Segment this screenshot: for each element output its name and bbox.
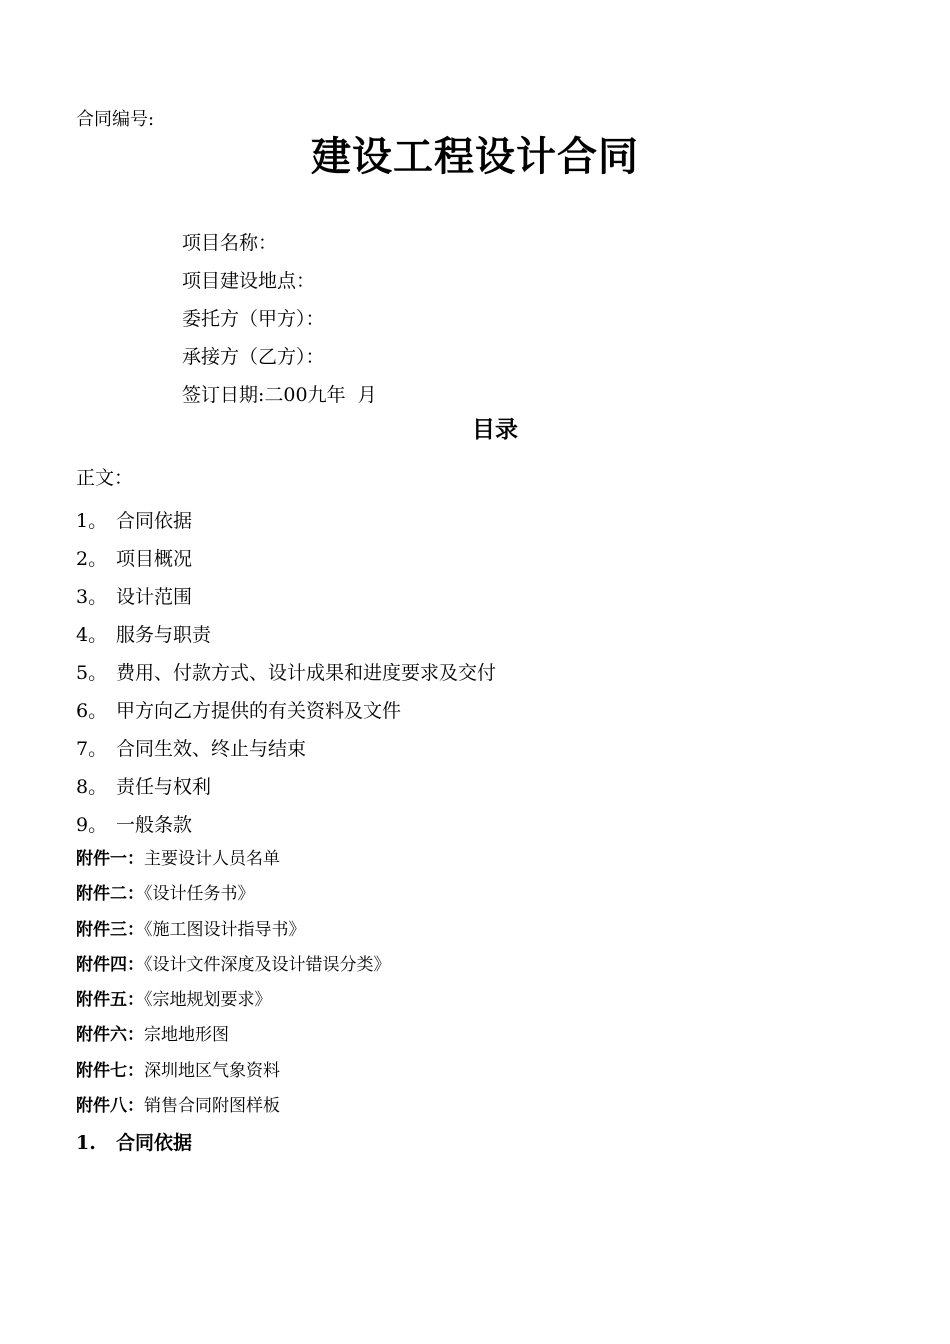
- toc-item-text: 甲方向乙方提供的有关资料及文件: [116, 700, 402, 722]
- toc-item-text: 一般条款: [116, 814, 193, 836]
- annex-list: [76, 842, 391, 1124]
- toc-item-number: 7。: [76, 738, 108, 760]
- toc-item: [76, 654, 496, 692]
- toc-item-number: 2。: [76, 548, 108, 570]
- annex-item: [76, 1089, 391, 1124]
- annex-label: 附件三：: [76, 919, 144, 940]
- toc-item: [76, 730, 496, 768]
- toc-item-text: 合同依据: [116, 510, 193, 532]
- toc-item: [76, 806, 496, 844]
- annex-text: 宗地地形图: [144, 1025, 229, 1046]
- toc-item-text: 责任与权利: [116, 776, 212, 798]
- signing-date-line: 签订日期:二00九年 月: [182, 384, 377, 406]
- annex-item: [76, 1018, 391, 1053]
- document-title: 建设工程设计合同: [311, 133, 639, 180]
- section-title: 合同依据: [116, 1132, 193, 1154]
- annex-label: 附件二：: [76, 884, 144, 905]
- toc-item-number: 1。: [76, 510, 108, 532]
- toc-item: [76, 502, 496, 540]
- toc-item-number: 3。: [76, 586, 108, 608]
- project-info-block: [182, 224, 377, 414]
- toc-item-text: 合同生效、终止与结束: [116, 738, 307, 760]
- project-location-line: 项目建设地点：: [182, 270, 316, 292]
- annex-text: 主要设计人员名单: [144, 849, 280, 869]
- annex-item: [76, 842, 391, 877]
- toc-item: [76, 692, 496, 730]
- toc-item-number: 8。: [76, 776, 108, 798]
- toc-heading: 目录: [472, 416, 518, 443]
- annex-text: 销售合同附图样板: [144, 1096, 280, 1117]
- toc-item-number: 9。: [76, 814, 108, 836]
- annex-label: 附件八：: [76, 1096, 144, 1117]
- toc-item: [76, 768, 496, 806]
- annex-item: [76, 983, 391, 1018]
- annex-text: 深圳地区气象资料: [144, 1060, 280, 1081]
- toc-item: [76, 540, 496, 578]
- annex-label: 附件五：: [76, 990, 144, 1011]
- annex-item: [76, 877, 391, 912]
- annex-label: 附件六：: [76, 1025, 144, 1046]
- annex-label: 附件一：: [76, 849, 144, 869]
- annex-text: 《设计任务书》: [144, 884, 255, 905]
- section-heading: [76, 1128, 192, 1158]
- toc-item-text: 设计范围: [116, 586, 193, 608]
- toc-item-text: 服务与职责: [116, 624, 212, 646]
- body-label: 正文：: [76, 467, 134, 489]
- toc-item: [76, 578, 496, 616]
- toc-list: [76, 502, 496, 844]
- annex-text: 《施工图设计指导书》: [144, 919, 306, 940]
- contractor-party-line: 承接方（乙方）：: [182, 346, 325, 368]
- toc-item-number: 5。: [76, 662, 108, 684]
- annex-item: [76, 1054, 391, 1089]
- annex-label: 附件七：: [76, 1060, 144, 1081]
- project-name-line: 项目名称：: [182, 232, 278, 254]
- toc-item-number: 6。: [76, 700, 108, 722]
- annex-label: 附件四：: [76, 954, 144, 975]
- toc-item-number: 4。: [76, 624, 108, 646]
- toc-item-text: 项目概况: [116, 548, 193, 570]
- annex-item: [76, 948, 391, 983]
- toc-item: [76, 616, 496, 654]
- annex-text: 《设计文件深度及设计错误分类》: [144, 954, 391, 975]
- toc-item-text: 费用、付款方式、设计成果和进度要求及交付: [116, 662, 497, 684]
- annex-text: 《宗地规划要求》: [144, 990, 272, 1011]
- section-number: 1.: [76, 1132, 96, 1154]
- client-party-line: 委托方（甲方）：: [182, 308, 325, 330]
- annex-item: [76, 913, 391, 948]
- contract-number-label: 合同编号:: [76, 109, 155, 130]
